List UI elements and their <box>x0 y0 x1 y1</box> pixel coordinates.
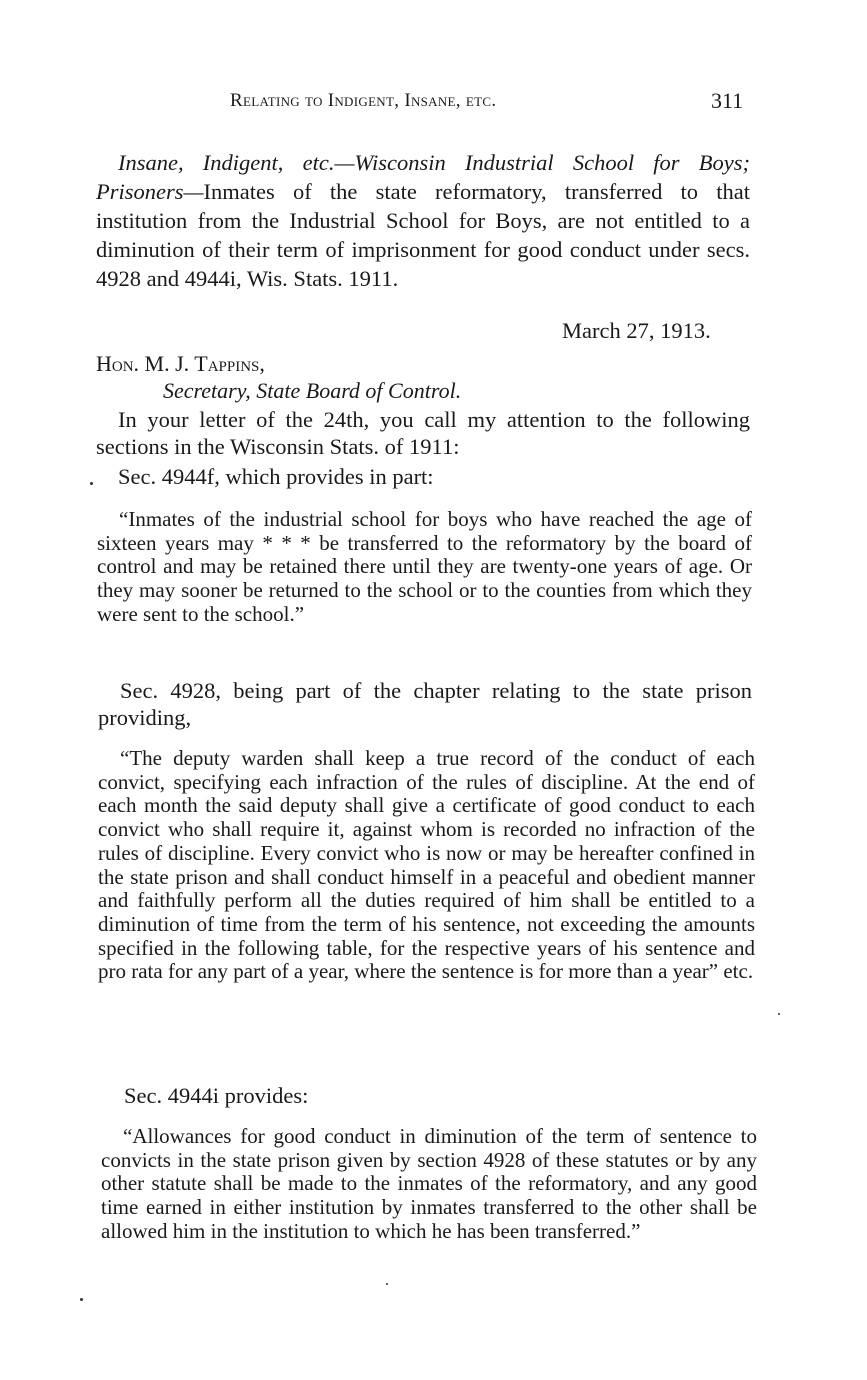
paragraph-sec-4928: Sec. 4928, being part of the chapter relating to the state prison providing, <box>98 678 752 730</box>
page-number: 311 <box>711 88 744 113</box>
addressee-name: Hon. M. J. Tappins, <box>96 351 265 376</box>
quote-sec-4944f: “Inmates of the industrial school for boys who have reached the age of sixteen years may * * * be transferred to the reformatory by the board of control and may be retained there until they are twenty-one years of age. Or they may sooner be returned to the school or to the counties from which they were sent to the school.” <box>97 507 752 626</box>
paragraph-sec-4944i: Sec. 4944i provides: <box>124 1083 309 1108</box>
syllabus-text: Inmates of the state reformatory, transferred to that institution from the Industrial School for Boys, are not entitled to a diminution of their term of imprisonment for good conduct under secs. 4928 and 4944i, Wis. Stats. 1911. <box>96 179 750 291</box>
syllabus-title: Insane, Indigent, etc.—Wisconsin Industrial School for Boys; Prisoners— <box>96 150 750 204</box>
print-speck <box>386 1283 388 1285</box>
page-header <box>0 88 867 120</box>
quote-sec-4928: “The deputy warden shall keep a true record of the conduct of each convict, specifying each infraction of the rules of discipline. At the end of each month the said deputy shall give a certificate of good conduct to each convict who shall require it, against whom is recorded no infraction of the rules of discipline. Every convict who is now or may be hereafter confined in the state prison and shall conduct himself in a peaceful and obedient manner and faithfully perform all the duties required of him shall be entitled to a diminution of time from the term of his sentence, not exceeding the amounts specified in the following table, for the respective years of his sentence and pro rata for any part of a year, where the sentence is for more than a year” etc. <box>98 746 755 984</box>
print-speck <box>80 1298 83 1301</box>
letter-date: March 27, 1913. <box>562 318 711 343</box>
addressee-title: Secretary, State Board of Control. <box>163 378 462 403</box>
print-speck <box>778 1013 780 1015</box>
print-speck <box>90 482 93 485</box>
paragraph-sec-4944f: Sec. 4944f, which provides in part: <box>118 464 434 489</box>
paragraph-intro: In your letter of the 24th, you call my attention to the following sections in the Wisconsin Stats. of 1911: <box>96 407 750 459</box>
running-head: Relating to Indigent, Insane, etc. <box>230 90 497 111</box>
syllabus <box>96 148 750 293</box>
quote-sec-4944i: “Allowances for good conduct in diminution of the term of sentence to convicts in the state prison given by section 4928 of these statutes or by any other statute shall be made to the inmates of the reformatory, and any good time earned in either institution by inmates transferred to the other shall be allowed him in the institution to which he has been transferred.” <box>101 1124 757 1243</box>
